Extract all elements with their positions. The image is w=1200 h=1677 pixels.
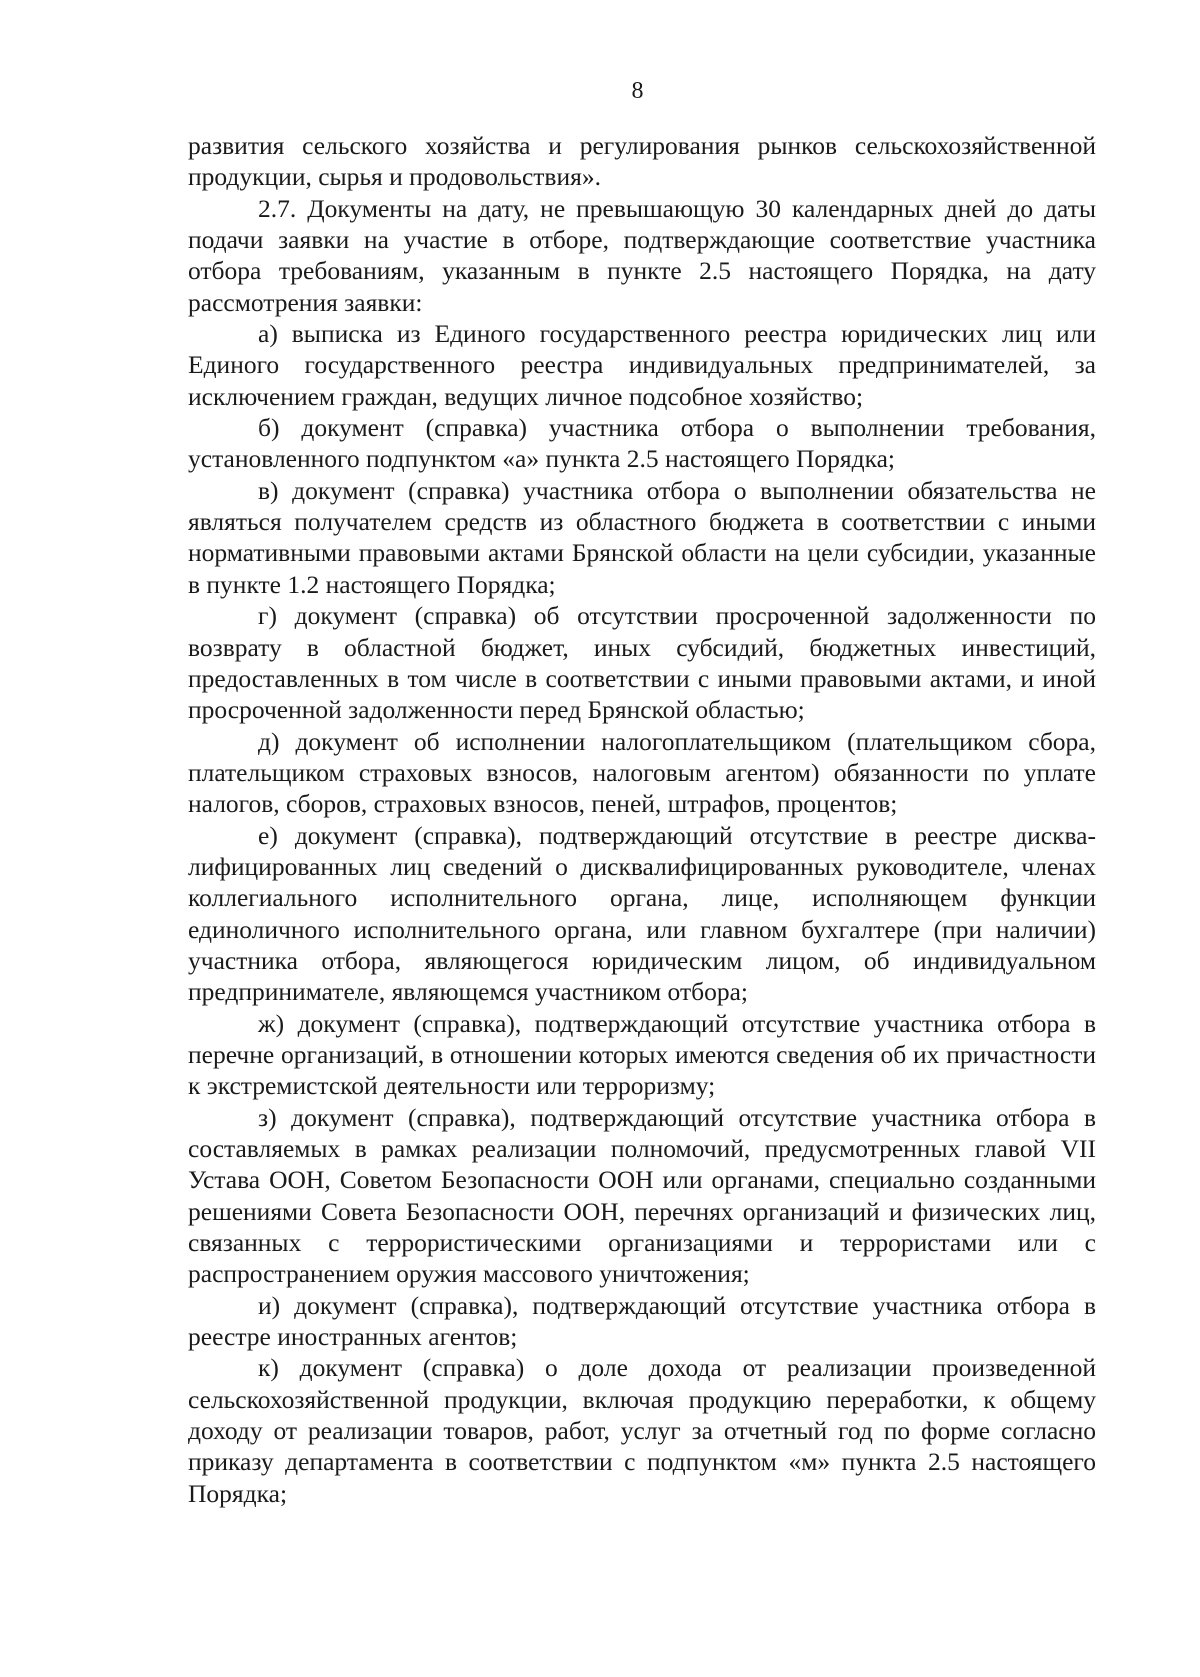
list-item-e: е) документ (справка), подтверждающий отсутствие в реестре дисквалифицированных лиц сведений о дисквалифицированных руководителе, членах коллегиального исполнительного органа, лице, исполняющем функции единоличного исполнительного органа, или главном бухгалтере (при наличии) участника отбора, являющегося юридическим лицом, об индивидуальном предпринимателе, являющемся участником отбора; <box>188 820 1096 1007</box>
page-number: 8 <box>631 78 644 104</box>
list-item-d: д) документ об исполнении налогоплательщиком (плательщиком сбора, плательщиком страховых взносов, налоговым агентом) обязанности по уплате налогов, сборов, страховых взносов, пеней, штрафов, процентов; <box>188 726 1096 819</box>
list-item-k: к) документ (справка) о доле дохода от реализации произведенной сельскохозяйственной продукции, включая продукцию переработки, к общему доходу от реализации товаров, работ, услуг за отчетный год по форме согласно приказу департамента в соответствии с подпунктом «м» пункта 2.5 настоящего Порядка; <box>188 1353 1096 1508</box>
list-item-g: г) документ (справка) об отсутствии просроченной задолженности по возврату в областной бюджет, иных субсидий, бюджетных инвестиций, предоставленных в том числе в соответствии с иными правовыми актами, и иной просроченной задолженности перед Брянской областью; <box>188 601 1096 725</box>
list-item-a: а) выписка из Единого государственного реестра юридических лиц или Единого государственного реестра индивидуальных предпринимателей, за исключением граждан, ведущих личное подсобное хозяйство; <box>188 319 1096 411</box>
list-item-b: б) документ (справка) участника отбора о выполнении требования, установленного подпунктом «а» пункта 2.5 настоящего Порядка; <box>188 413 1096 474</box>
paragraph-2-7: 2.7. Документы на дату, не превышающую 30 календарных дней до даты подачи заявки на участие в отборе, подтверждающие соответствие участника отбора требованиям, указанным в пункте 2.5 настоящего Порядка, на дату рассмотрения заявки: <box>188 193 1096 317</box>
list-item-z: з) документ (справка), подтверждающий отсутствие участника отбора в составляемых в рамках реализации полномочий, предусмотренных главой VII Устава ООН, Советом Безопасности ООН или органами, специально созданными решениями Совета Безопасности ООН, перечнях организаций и физических лиц, связанных с террористическими организациями и террористами или с распространением оружия массового уничтожения; <box>188 1102 1096 1289</box>
list-item-v: в) документ (справка) участника отбора о выполнении обязательства не являться получателем средств из областного бюджета в соответствии с иными нормативными правовыми актами Брянской области на цели субсидии, указанные в пункте 1.2 настоящего Порядка; <box>188 475 1096 599</box>
paragraph-continuation: развития сельского хозяйства и регулирования рынков сельскохозяйственной продукции, сырья и продовольствия». <box>188 131 1096 192</box>
list-item-zh: ж) документ (справка), подтверждающий отсутствие участника отбора в перечне организаций, в отношении которых имеются сведения об их причастности к экстремистской деятельности или терроризму; <box>188 1008 1096 1101</box>
document-body <box>188 130 1096 1509</box>
list-item-i: и) документ (справка), подтверждающий отсутствие участника отбора в реестре иностранных агентов; <box>188 1290 1096 1352</box>
